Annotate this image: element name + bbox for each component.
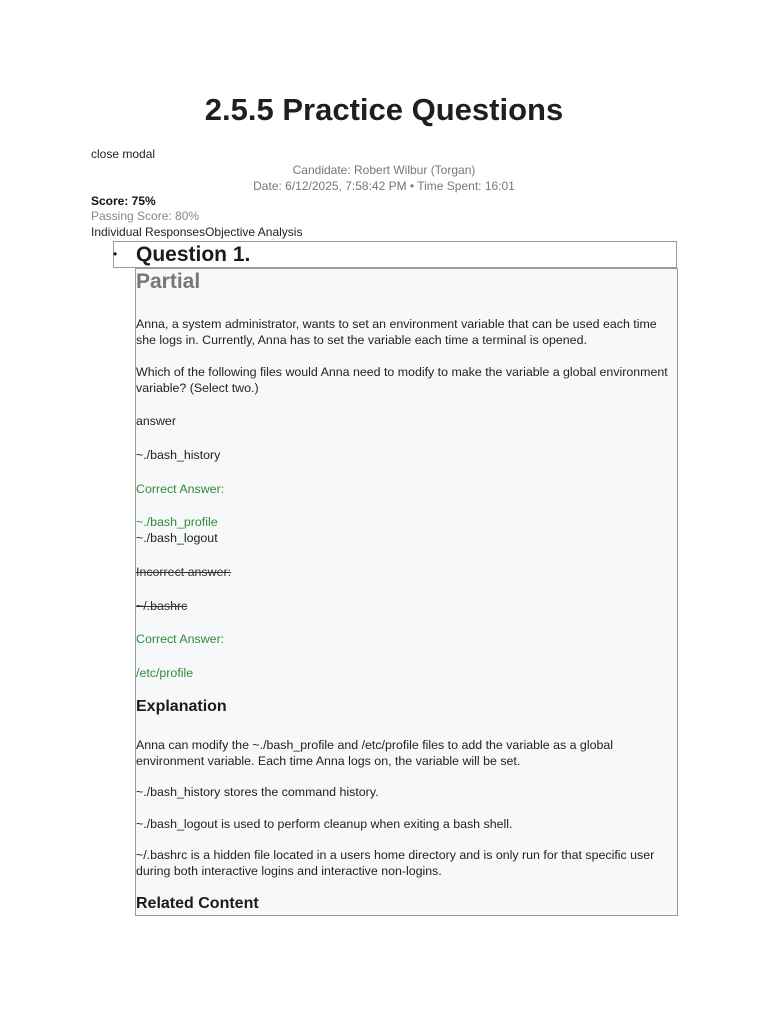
- incorrect-answer-label: Incorrect answer:: [136, 565, 232, 579]
- passing-score: Passing Score: 80%: [91, 209, 200, 223]
- question-prompt: Anna, a system administrator, wants to set an environment variable that can be used each time she logs in. Currently, Anna has to set the variable each time a terminal is opened.: [136, 317, 657, 347]
- option-bash-history: ~./bash_history: [136, 448, 221, 462]
- candidate-info: Candidate: Robert Wilbur (Torgan): [292, 163, 476, 177]
- option-bashrc: ~/.bashrc: [136, 599, 188, 613]
- option-bash-profile: ~./bash_profile: [136, 515, 218, 529]
- explanation-paragraph: Anna can modify the ~./bash_profile and /etc/profile files to add the variable as a global environment variable. Each time Anna logs on, the variable will be set.: [136, 738, 613, 768]
- page-title: 2.5.5 Practice Questions: [204, 92, 564, 127]
- tab-individual-responses[interactable]: Individual Responses: [91, 225, 206, 239]
- close-modal-link[interactable]: close modal: [91, 147, 156, 161]
- answer-label: answer: [136, 414, 176, 428]
- question-header[interactable]: [113, 241, 677, 268]
- question-title: Question 1.: [136, 243, 251, 266]
- explanation-paragraph: ~./bash_logout is used to perform cleanup when exiting a bash shell.: [136, 817, 513, 831]
- option-bash-logout: ~./bash_logout: [136, 531, 218, 545]
- explanation-heading: Explanation: [136, 698, 227, 715]
- question-instruction: Which of the following files would Anna need to modify to make the variable a global environment variable? (Select two.): [136, 365, 668, 395]
- question-status: Partial: [136, 270, 201, 293]
- option-etc-profile: /etc/profile: [136, 666, 194, 680]
- date-time-spent: Date: 6/12/2025, 7:58:42 PM • Time Spent: 16:01: [253, 179, 515, 193]
- results-tabs: [91, 225, 302, 239]
- related-content-heading: Related Content: [136, 895, 259, 912]
- explanation-paragraph: ~./bash_history stores the command history.: [136, 785, 379, 799]
- question-body: [135, 268, 678, 916]
- tab-objective-analysis[interactable]: Objective Analysis: [205, 225, 303, 239]
- score: Score: 75%: [91, 194, 156, 208]
- correct-answer-label-2: Correct Answer:: [136, 632, 225, 646]
- correct-answer-label: Correct Answer:: [136, 482, 225, 496]
- list-bullet: •: [113, 247, 118, 261]
- explanation-paragraph: ~/.bashrc is a hidden file located in a users home directory and is only run for that specific user during both interactive logins and interactive non-logins.: [136, 848, 655, 878]
